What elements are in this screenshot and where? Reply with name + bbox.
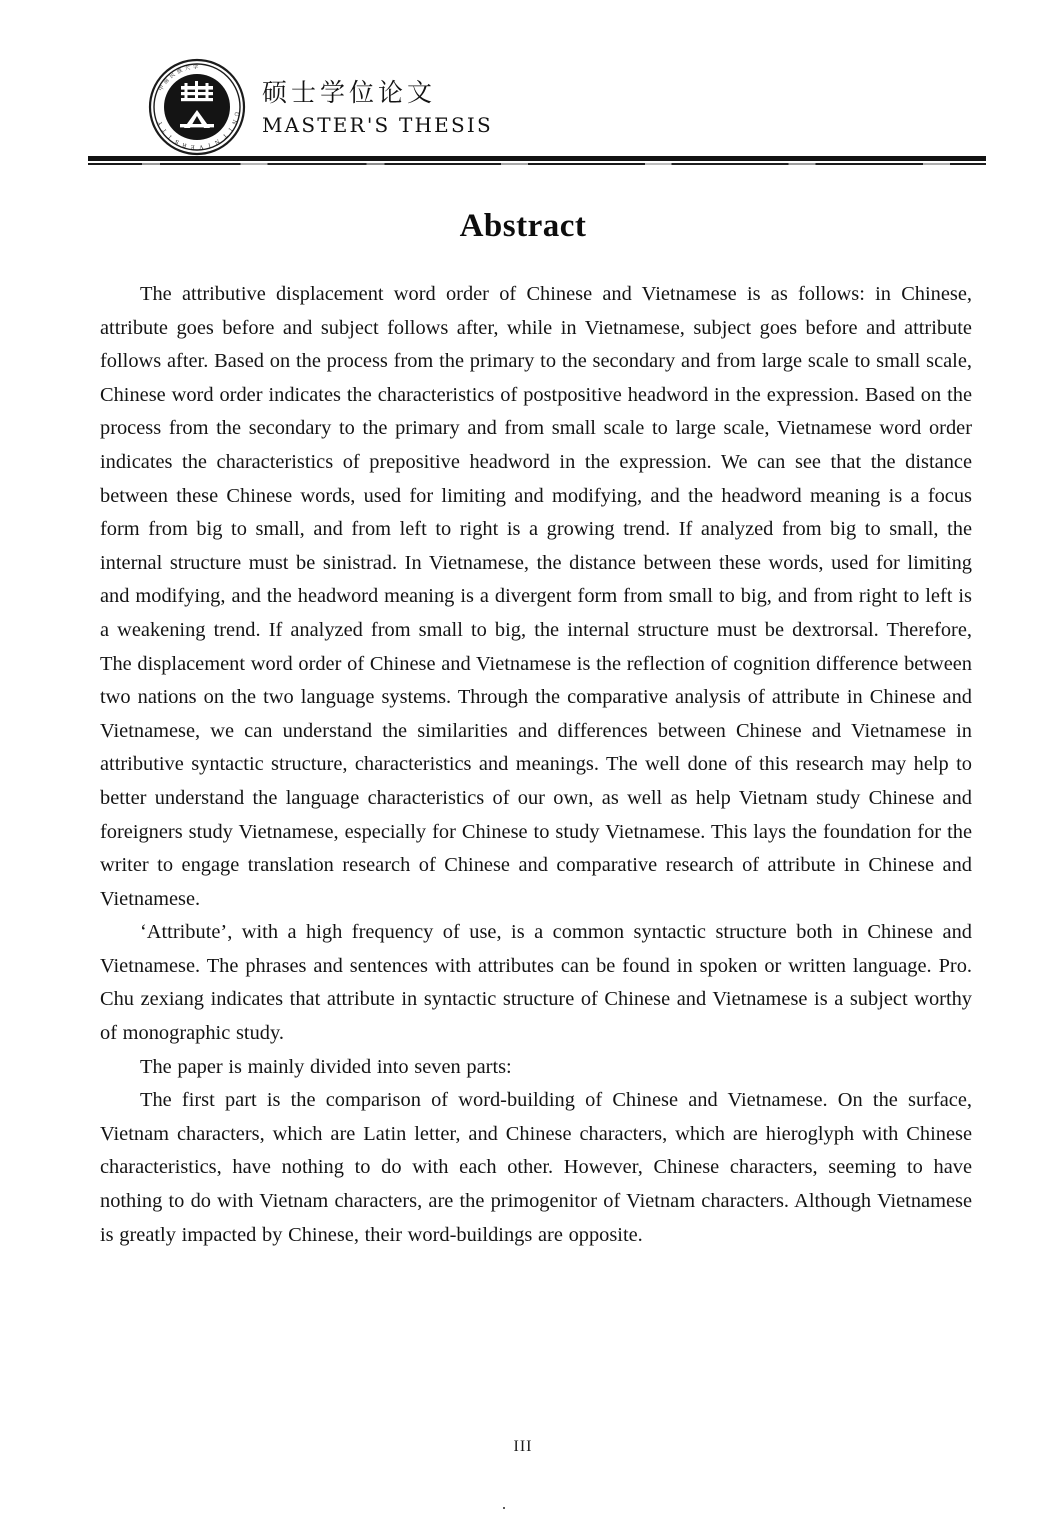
paragraph: The first part is the comparison of word-building of Chinese and Vietnamese. On the surface, Vietnam characters, which are Latin letter, and Chinese characters, which are hieroglyph with Chinese characteristics, have nothing to do with each other. However, Chinese characters, seeming to have nothing to do with Vietnam characters, are the primogenitor of Vietnam characters. Although Vietnamese is greatly impacted by Chinese, their word-buildings are opposite. xyxy=(100,1089,972,1246)
svg-text:N: N xyxy=(229,118,238,126)
svg-text:V: V xyxy=(198,143,204,150)
svg-text:T: T xyxy=(221,132,228,139)
svg-text:I: I xyxy=(167,133,174,140)
header-title-chinese: 硕士学位论文 xyxy=(262,77,437,107)
scan-artifact xyxy=(503,1507,505,1509)
header-divider-thin-line xyxy=(88,163,986,165)
svg-text:S: S xyxy=(174,137,181,145)
svg-text:T: T xyxy=(161,126,169,134)
page-header xyxy=(148,58,493,156)
university-seal-icon xyxy=(148,58,246,156)
paragraph: The attributive displacement word order of Chinese and Vietnamese is as follows: in Chinese, attribute goes before and subject follows after, while in Vietnamese, subject goes before and attribute follows after. Based on the process from the primary to the secondary and from large scale to small scale, Chinese word order indicates the characteristics of postpositive headword in the expression. Based on the process from the secondary to the primary and from small scale to large scale, Vietnamese word order indicates the characteristics of prepositive headword in the expression. We can see that the distance between these Chinese words, used for limiting and modifying, and the headword meaning is a focus form from big to small, and from left to right is a growing trend. If analyzed from big to small, the internal structure must be sinistrad. In Vietnamese, the distance between these words, used for limiting and modifying, and the headword meaning is a divergent form from small to big, and from right to left is a weakening trend. If analyzed from small to big, the internal structure must be dextrorsal. Therefore, The displacement word order of Chinese and Vietnamese is the reflection of cognition difference between two nations on the two language systems. Through the comparative analysis of attribute in Chinese and Vietnamese, we can understand the similarities and differences between Chinese and Vietnamese in attributive syntactic structure, characteristics and meanings. The well done of this research may help to better understand the language characteristics of our own, as well as help Vietnam study Chinese and foreigners study Vietnamese, especially for Chinese to study Vietnamese. This lays the foundation for the writer to engage translation research of Chinese and comparative research of attribute in Chinese and Vietnamese. xyxy=(100,283,972,910)
svg-text:学: 学 xyxy=(192,64,199,71)
abstract-body xyxy=(100,278,972,1252)
header-divider-thick-line xyxy=(88,156,986,161)
svg-text:I: I xyxy=(207,141,212,148)
page-number: III xyxy=(513,1438,533,1455)
svg-text:大: 大 xyxy=(184,65,191,73)
svg-text:中: 中 xyxy=(158,84,167,93)
header-title-block xyxy=(262,76,493,139)
svg-text:南: 南 xyxy=(162,77,171,86)
paragraph: ‘Attribute’, with a high frequency of use, is a common syntactic structure both in Chinese and Vietnamese. The phrases and sentences with attributes can be found in spoken or written language. Pro. Chu zexiang indicates that attribute in syntactic structure of Chinese and Vietnamese is a subject worthy of monographic study. xyxy=(100,921,972,1045)
svg-text:R: R xyxy=(181,141,188,149)
svg-text:E: E xyxy=(190,143,196,150)
svg-text:Y: Y xyxy=(157,120,165,126)
page-title: Abstract xyxy=(459,208,587,244)
header-divider xyxy=(88,156,986,165)
svg-text:U: U xyxy=(232,111,240,117)
header-title-english: MASTER'S THESIS xyxy=(262,113,493,138)
svg-text:族: 族 xyxy=(175,67,184,76)
svg-text:I: I xyxy=(226,126,233,132)
svg-text:N: N xyxy=(213,137,221,145)
svg-text:民: 民 xyxy=(168,71,177,80)
paragraph: The paper is mainly divided into seven parts: xyxy=(140,1055,512,1078)
